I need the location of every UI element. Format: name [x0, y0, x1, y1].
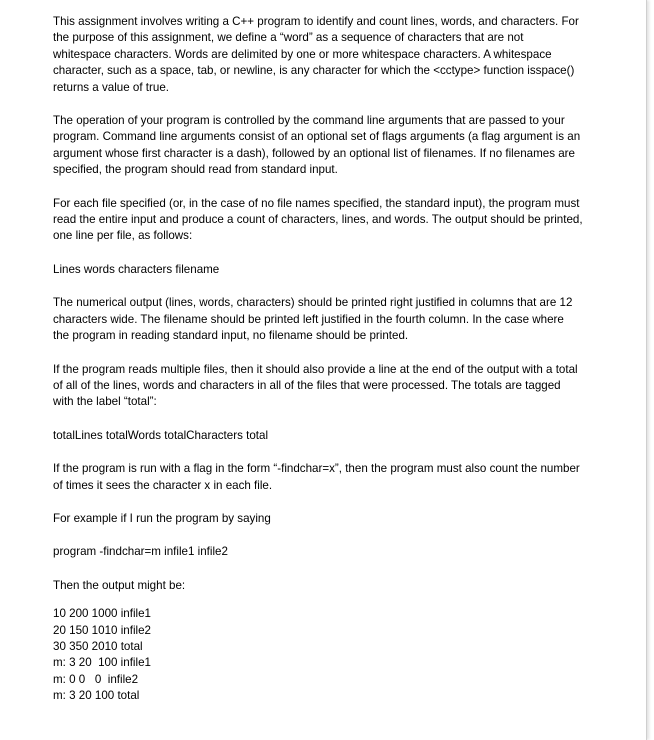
output-line: m: 3 20 100 total	[53, 689, 140, 703]
document-body	[53, 14, 583, 705]
output-line: 30 350 2010 total	[53, 639, 143, 653]
example-command: program -findchar=m infile1 infile2	[53, 545, 228, 559]
paragraph-output-intro: Then the output might be:	[53, 578, 186, 592]
paragraph-findchar: If the program is run with a flag in the form “-findchar=x”, then the program must also count the number of times it sees the character x in each file.	[53, 462, 580, 492]
output-line: 10 200 1000 infile1	[53, 607, 151, 621]
output-line: 20 150 1010 infile2	[53, 623, 151, 637]
output-line: m: 3 20 100 infile1	[53, 656, 151, 670]
paragraph-command-line: The operation of your program is controlled by the command line arguments that are passed to your program. Command line arguments consist of an optional set of flags arguments (a flag argument is an argument whose first character is a dash), followed by an optional list of filenames. If no filenames are specified, the program should read from standard input.	[53, 114, 581, 177]
paragraph-example-intro: For example if I run the program by saying	[53, 511, 271, 525]
paragraph-justification: The numerical output (lines, words, characters) should be printed right justified in columns that are 12 characters wide. The filename should be printed left justified in the fourth column. In the case where the program in reading standard input, no filename should be printed.	[53, 296, 573, 343]
output-line: m: 0 0 0 infile2	[53, 672, 139, 686]
totals-format-line: totalLines totalWords totalCharacters total	[53, 428, 269, 442]
example-output	[53, 606, 583, 704]
paragraph-intro: This assignment involves writing a C++ program to identify and count lines, words, and characters. For the purpose of this assignment, we define a “word” as a sequence of characters that are not whitespace characters. Words are delimited by one or more whitespace characters. A whitespace character, such as a space, tab, or newline, is any character for which the <cctype> function isspace() returns a value of true.	[53, 15, 579, 94]
format-line: Lines words characters filename	[53, 262, 220, 276]
paragraph-per-file: For each file specified (or, in the case of no file names specified, the standard input), the program must read the entire input and produce a count of characters, lines, and words. The output should be printed, one line per file, as follows:	[53, 196, 583, 243]
paragraph-totals: If the program reads multiple files, then it should also provide a line at the end of the output with a total of all of the lines, words and characters in all of the files that were processed. The totals are tagged with the label “total”:	[53, 362, 578, 409]
